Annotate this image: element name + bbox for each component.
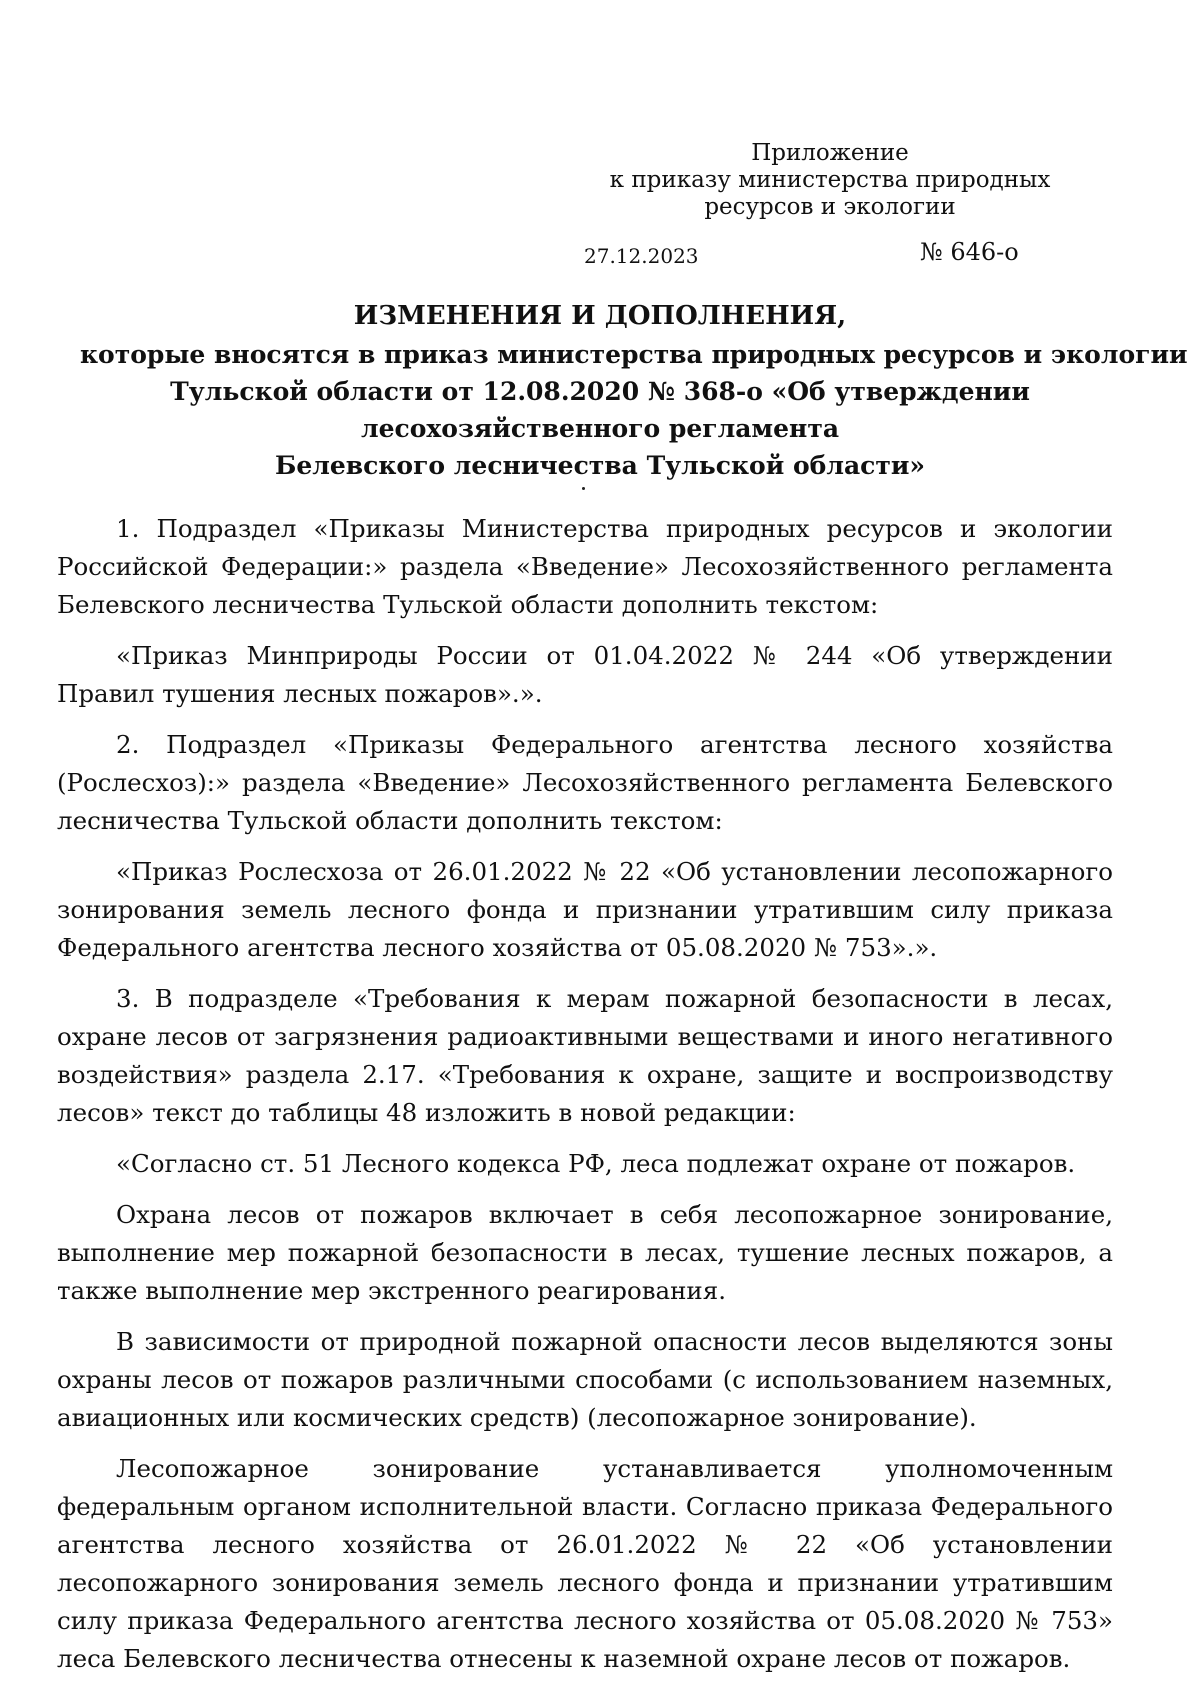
paragraph-1: 1. Подраздел «Приказы Министерства природных ресурсов и экологии Российской Федерации:» раздела «Введение» Лесохозяйственного регламента Белевского лесничества Тульской области дополнить текстом: <box>57 514 1113 619</box>
appendix-ministry-line: ресурсов и экологии <box>704 194 956 220</box>
paragraph-8: В зависимости от природной пожарной опасности лесов выделяются зоны охраны лесов от пожаров различными способами (с использованием наземных, авиационных или космических средств) (лесопожарное зонирование). <box>57 1327 1113 1432</box>
paragraph-3: 2. Подраздел «Приказы Федерального агентства лесного хозяйства (Рослесхоз):» раздела «Введение» Лесохозяйственного регламента Белевского лесничества Тульской области дополнить текстом: <box>57 730 1113 835</box>
title-line-2: которые вносятся в приказ министерства природных ресурсов и экологии <box>80 340 1188 369</box>
paragraph-4: «Приказ Рослесхоза от 26.01.2022 № 22 «Об установлении лесопожарного зонирования земель лесного фонда и признании утратившим силу приказа Федерального агентства лесного хозяйства от 05.08.2020 № 753».». <box>57 857 1113 962</box>
title-main: ИЗМЕНЕНИЯ И ДОПОЛНЕНИЯ, <box>353 301 847 331</box>
document-body <box>57 510 1113 1678</box>
appendix-header <box>590 140 1070 221</box>
paragraph-5: 3. В подразделе «Требования к мерам пожарной безопасности в лесах, охране лесов от загрязнения радиоактивными веществами и иного негативного воздействия» раздела 2.17. «Требования к охране, защите и воспроизводству лесов» текст до таблицы 48 изложить в новой редакции: <box>57 984 1113 1127</box>
paragraph-9: Лесопожарное зонирование устанавливается уполномоченным федеральным органом исполнительной власти. Согласно приказа Федерального агентства лесного хозяйства от 26.01.2022 № 22 «Об установлении лесопожарного зонирования земель лесного фонда и признании утратившим силу приказа Федерального агентства лесного хозяйства от 05.08.2020 № 753» леса Белевского лесничества отнесены к наземной охране лесов от пожаров. <box>57 1454 1113 1673</box>
paragraph-7: Охрана лесов от пожаров включает в себя лесопожарное зонирование, выполнение мер пожарной безопасности в лесах, тушение лесных пожаров, а также выполнение мер экстренного реагирования. <box>57 1200 1113 1305</box>
title-line-4: лесохозяйственного регламента <box>360 414 840 443</box>
paragraph-2: «Приказ Минприроды России от 01.04.2022 № 244 «Об утверждении Правил тушения лесных пожаров».». <box>57 641 1113 708</box>
scan-dot <box>582 487 585 490</box>
appendix-title: Приложение <box>751 140 909 166</box>
order-date: 27.12.2023 <box>584 244 699 268</box>
appendix-order-line: к приказу министерства природных <box>609 167 1051 193</box>
paragraph-6: «Согласно ст. 51 Лесного кодекса РФ, леса подлежат охране от пожаров. <box>116 1149 1076 1178</box>
document-title <box>80 298 1188 484</box>
title-line-3: Тульской области от 12.08.2020 № 368-о «Об утверждении <box>170 377 1030 406</box>
order-number: № 646-о <box>920 238 1019 266</box>
title-line-5: Белевского лесничества Тульской области» <box>274 451 926 480</box>
